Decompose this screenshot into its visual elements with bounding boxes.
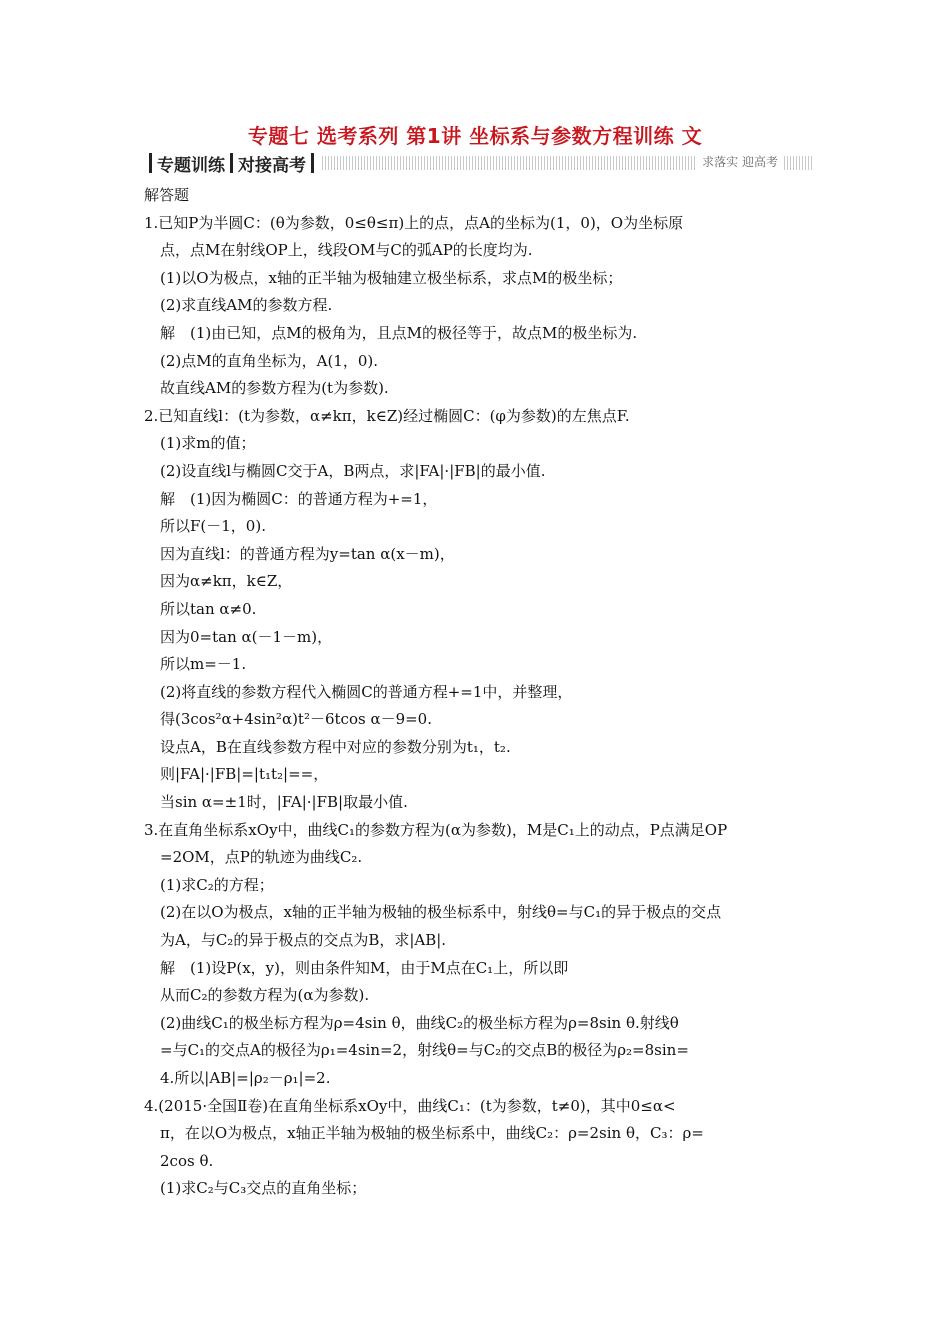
text-line: 2cos θ. [160,1151,214,1170]
text-line: 为A，与C₂的异于极点的交点为B，求|AB|. [160,931,447,950]
text-line: =与C₁的交点A的极径为ρ₁=4sin=2，射线θ=与C₂的交点B的极径为ρ₂=8sin= [160,1041,689,1060]
text-line: 2.已知直线l：(t为参数，α≠kπ，k∈Z)经过椭圆C：(φ为参数)的左焦点F. [144,406,630,425]
text-line: 3.在直角坐标系xOy中，曲线C₁的参数方程为(α为参数)，M是C₁上的动点，P点满足OP [144,820,728,839]
section-banner [144,150,814,176]
text-line: 从而C₂的参数方程为(α为参数). [160,986,370,1005]
text-line: 所以m=－1. [160,655,247,674]
text-line: (2)在以O为极点，x轴的正半轴为极轴的极坐标系中，射线θ=与C₁的异于极点的交点 [160,903,722,922]
banner-bar-icon [149,153,152,173]
text-line: 因为直线l：的普通方程为y=tan α(x－m)， [160,544,455,563]
banner-label-part2: 对接高考 [238,155,306,176]
text-line: (1)求C₂的方程； [160,875,274,894]
banner-slogan: 求落实 迎高考 [696,153,784,170]
text-line: 4.所以|AB|=|ρ₂－ρ₁|=2. [160,1069,331,1087]
text-line: 1.已知P为半圆C：(θ为参数，0≤θ≤π)上的点，点A的坐标为(1，0)，O为坐标原 [144,213,684,232]
text-line: 所以F(－1，0). [160,517,266,536]
section-label: 解答题 [144,186,190,204]
text-line: (1)以O为极点，x轴的正半轴为极轴建立极坐标系，求点M的极坐标； [160,268,623,287]
text-line: 则|FA|·|FB|=|t₁t₂|==， [160,765,329,784]
document-title: 专题七 选考系列 第1讲 坐标系与参数方程训练 文 [247,124,703,148]
text-line: 故直线AM的参数方程为(t为参数). [160,379,389,398]
text-line: 点，点M在射线OP上，线段OM与C的弧AP的长度均为. [160,241,533,260]
text-line: (2)曲线C₁的极坐标方程为ρ=4sin θ，曲线C₂的极坐标方程为ρ=8sin θ.射线θ [160,1013,679,1032]
text-line: π，在以O为极点，x轴正半轴为极轴的极坐标系中，曲线C₂：ρ=2sin θ，C₃：ρ= [160,1124,704,1143]
text-line: 因为α≠kπ，k∈Z， [160,572,293,591]
text-line: 解 (1)由已知，点M的极角为，且点M的极径等于，故点M的极坐标为. [160,323,638,342]
text-line: 得(3cos²α+4sin²α)t²－6tcos α－9=0. [160,710,432,729]
text-line: 因为0=tan α(－1－m)， [160,627,333,646]
text-line: 解 (1)因为椭圆C：的普通方程为+=1， [160,489,438,508]
banner-label-part1: 专题训练 [157,155,225,176]
text-line: =2OM，点P的轨迹为曲线C₂. [160,848,363,867]
banner-bar-icon [230,153,233,173]
text-line: (1)求m的值； [160,434,256,453]
text-line: 设点A，B在直线参数方程中对应的参数分别为t₁，t₂. [160,737,511,756]
text-line: (2)将直线的参数方程代入椭圆C的普通方程+=1中，并整理， [160,682,573,701]
text-line: (2)求直线AM的参数方程. [160,296,333,315]
text-line: 解 (1)设P(x，y)，则由条件知M，由于M点在C₁上，所以即 [160,958,569,977]
text-line: (2)点M的直角坐标为，A(1，0). [160,351,378,370]
text-line: 所以tan α≠0. [160,599,257,618]
banner-bar-icon [311,153,314,173]
document-body [144,182,810,1203]
banner-label [144,150,319,176]
text-line: 当sin α=±1时，|FA|·|FB|取最小值. [160,793,408,812]
text-line: (2)设直线l与椭圆C交于A，B两点，求|FA|·|FB|的最小值. [160,461,546,480]
text-line: (1)求C₂与C₃交点的直角坐标； [160,1179,367,1198]
text-line: 4.(2015·全国Ⅱ卷)在直角坐标系xOy中，曲线C₁：(t为参数，t≠0)，其中0≤α< [144,1096,676,1115]
